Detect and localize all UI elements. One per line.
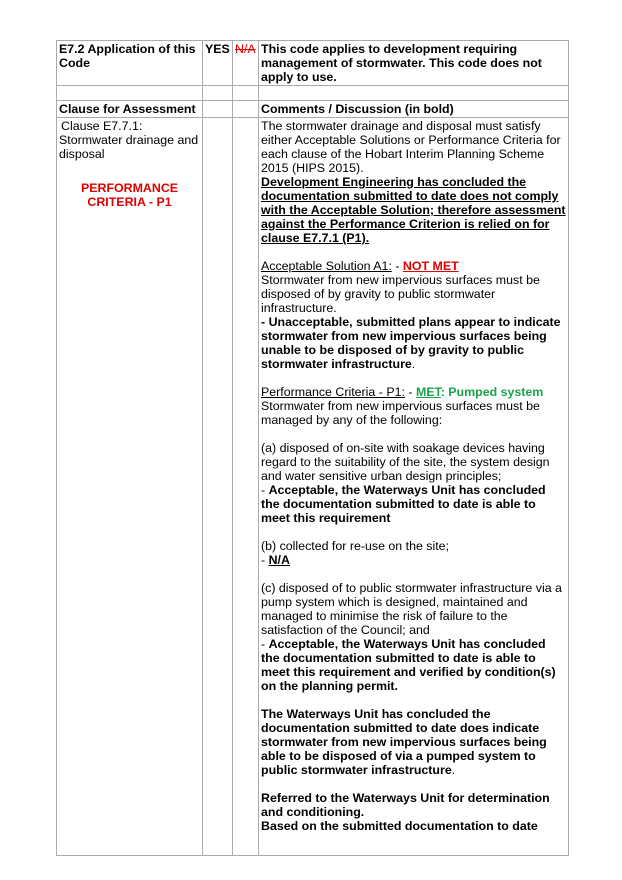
application-description: This code applies to development requiring management of stormwater. This code does not apply to use. bbox=[259, 41, 569, 86]
not-met-status: NOT MET bbox=[402, 259, 459, 273]
waterways-conclusion: The Waterways Unit has concluded the documentation submitted to date does indicate stormwater from new impervious surfaces being able to be disposed of via a pumped system to public stormwater infrastructure. bbox=[261, 707, 547, 777]
criterion-b-text: (b) collected for re-use on the site; bbox=[261, 539, 450, 553]
acceptable-solution-heading: Acceptable Solution A1: - NOT MET bbox=[261, 259, 459, 273]
performance-criteria-heading: Performance Criteria - P1: - MET: Pumped system bbox=[261, 385, 544, 399]
met-status: MET bbox=[415, 385, 441, 399]
criterion-b-comment: - N/A bbox=[261, 553, 290, 567]
na-strikethrough: N/A bbox=[235, 42, 256, 56]
yes-column-header: YES bbox=[203, 41, 233, 86]
acceptable-solution-comment: - Unacceptable, submitted plans appear to indicate stormwater from new impervious surfaces being unable to be disposed of by gravity to public stormwater infrastructure. bbox=[261, 315, 561, 371]
performance-criteria-text: Stormwater from new impervious surfaces must be managed by any of the following: bbox=[261, 399, 540, 427]
criterion-c-text: (c) disposed of to public stormwater infrastructure via a pump system which is designed, maintained and managed to minimise the risk of failure to the satisfaction of the Council; and bbox=[261, 581, 562, 637]
intro-text: The stormwater drainage and disposal must satisfy either Acceptable Solutions or Performance Criteria for each clause of the Hobart Interim Planning Scheme 2015 (HIPS 2015). bbox=[261, 119, 561, 175]
based-on-note: Based on the submitted documentation to date bbox=[261, 819, 538, 833]
clause-row bbox=[57, 118, 569, 856]
comments-cell bbox=[259, 118, 569, 856]
performance-criteria-label: PERFORMANCE CRITERIA - P1 bbox=[80, 181, 179, 209]
column-header-row bbox=[57, 101, 569, 118]
comments-column-header: Comments / Discussion (in bold) bbox=[259, 101, 569, 118]
clause-column-header: Clause for Assessment bbox=[57, 101, 203, 118]
application-title: E7.2 Application of this Code bbox=[57, 41, 203, 86]
acceptable-solution-text: Stormwater from new impervious surfaces must be disposed of by gravity to public stormwater infrastructure. bbox=[261, 273, 540, 315]
met-status-note: : Pumped system bbox=[440, 385, 544, 399]
criterion-a-text: (a) disposed of on-site with soakage devices having regard to the suitability of the site, the system design and water sensitive urban design principles; bbox=[261, 441, 550, 483]
application-row bbox=[57, 41, 569, 86]
referral-note: Referred to the Waterways Unit for determination and conditioning. bbox=[261, 791, 550, 819]
criterion-a-comment: - Acceptable, the Waterways Unit has concluded the documentation submitted to date is able to meet this requirement bbox=[261, 483, 546, 525]
spacer-row bbox=[57, 86, 569, 101]
clause-cell bbox=[57, 118, 203, 856]
assessment-table bbox=[56, 40, 569, 856]
na-column-header bbox=[233, 41, 259, 86]
criterion-c-comment: - Acceptable, the Waterways Unit has concluded the documentation submitted to date is able to meet this requirement and verified by condition(s) on the planning permit. bbox=[261, 637, 556, 693]
clause-number: Clause E7.7.1: bbox=[61, 119, 143, 133]
engineering-conclusion: Development Engineering has concluded the documentation submitted to date does not comply with the Acceptable Solution; therefore assessment against the Performance Criterion is relied on for clause E7.7.1 (P1). bbox=[261, 175, 566, 245]
clause-name: Stormwater drainage and disposal bbox=[59, 133, 199, 161]
